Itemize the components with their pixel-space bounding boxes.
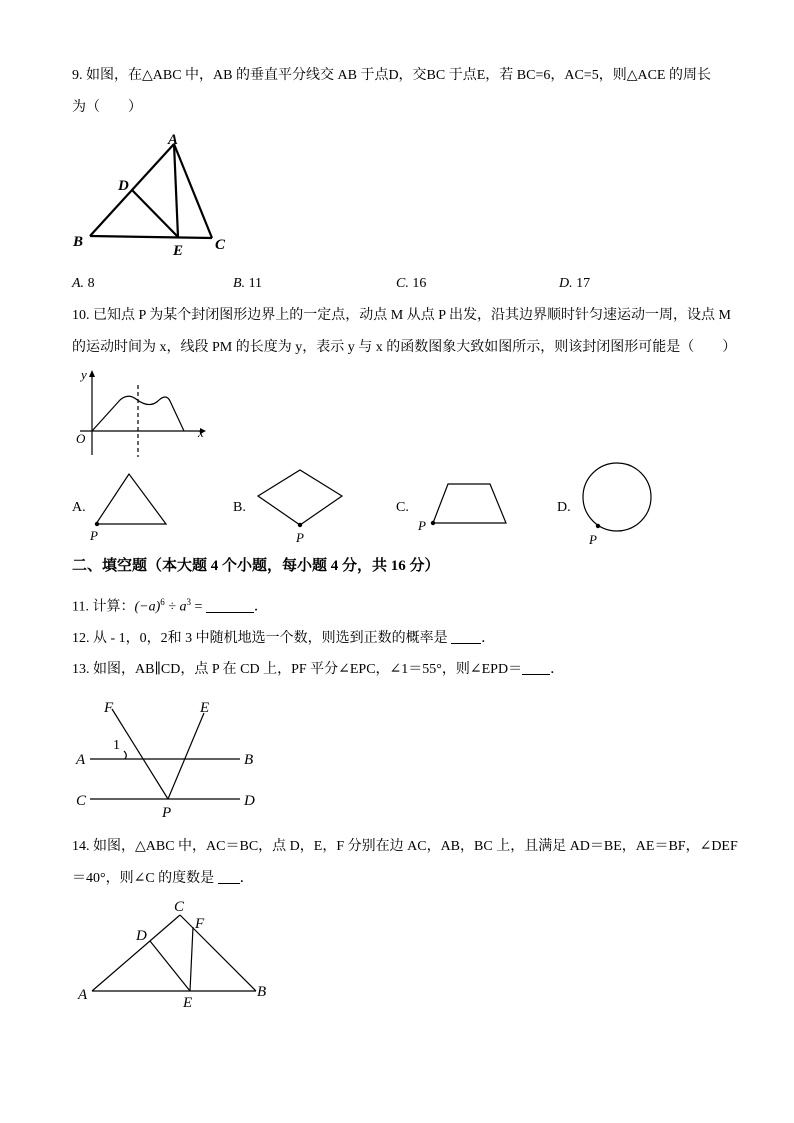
q13-label-e: E — [200, 700, 210, 716]
q13-label-f: F — [104, 700, 114, 716]
q13-label-angle-1: 1 — [113, 738, 120, 753]
q9-label-e: E — [173, 243, 184, 259]
q9-option-d-letter: D. — [559, 276, 573, 291]
q12-end: ． — [481, 631, 496, 646]
q10-option-b-p: P — [296, 530, 304, 545]
q13-label-b: B — [244, 752, 254, 768]
q13-text — [72, 660, 564, 680]
q14-label-e: E — [183, 995, 193, 1011]
q10-option-d-letter[interactable]: D. — [557, 500, 571, 515]
q9-text-line1: 9. 如图，在△ABC 中，AB 的垂直平分线交 AB 于点D，交BC 于点E，若 BC=6，AC=5，则△ACE 的周长 — [72, 68, 711, 83]
q14-label-c: C — [174, 899, 185, 915]
q14-text-line2 — [72, 869, 254, 889]
q11-answer-blank[interactable] — [206, 598, 254, 613]
q10-function-graph — [70, 365, 220, 460]
q14-triangle-figure — [74, 893, 284, 1013]
q10-option-c-p: P — [418, 518, 426, 533]
q9-option-b-value: 11 — [248, 276, 263, 291]
q13-end: ． — [550, 662, 565, 677]
q11-eq: = — [190, 599, 206, 615]
q14-answer-blank[interactable] — [218, 869, 240, 884]
q9-option-a[interactable] — [72, 276, 95, 292]
q11-mid: ÷ a — [164, 599, 187, 615]
q9-option-a-letter: A. — [72, 276, 85, 291]
q11-prefix: 11. 计算： — [72, 599, 135, 615]
q10-option-c-letter[interactable]: C. — [396, 500, 409, 515]
q13-label-a: A — [76, 752, 86, 768]
q13-question: 13. 如图，AB∥CD，点 P 在 CD 上，PF 平分∠EPC，∠1＝55°，则∠EPD＝ — [72, 662, 523, 677]
q9-option-c-letter: C. — [396, 276, 409, 291]
q9-triangle-figure — [70, 130, 270, 260]
q11-exp2: 3 — [186, 597, 191, 607]
q11-exp1: 6 — [160, 597, 165, 607]
q10-graph-x-label: x — [198, 425, 204, 440]
q10-graph-origin: O — [76, 431, 86, 446]
q10-option-c-trapezoid — [412, 468, 512, 548]
q13-answer-blank[interactable] — [522, 660, 550, 675]
q9-label-d: D — [118, 178, 129, 194]
q10-text-line2: 的运动时间为 x，线段 PM 的长度为 y，表示 y 与 x 的函数图象大致如图所示，则该封闭图形可能是（ ） — [72, 340, 737, 355]
q14-label-d: D — [136, 928, 147, 944]
q13-label-d: D — [244, 793, 255, 809]
q10-option-b-letter[interactable]: B. — [233, 500, 246, 515]
q10-option-d-p: P — [589, 532, 597, 547]
q14-label-b: B — [257, 984, 267, 1000]
q11-end: ． — [253, 599, 268, 615]
q14-end: ． — [239, 871, 254, 886]
q9-option-d[interactable] — [559, 276, 590, 292]
q12-question: 12. 从 - 1，0，2和 3 中随机地选一个数，则选到正数的概率是 — [72, 631, 448, 646]
q9-option-c-value: 16 — [412, 276, 427, 291]
q9-option-d-value: 17 — [576, 276, 591, 291]
q11-expr: (−a) — [134, 599, 161, 615]
q14-question-line2: ＝40°，则∠C 的度数是 — [72, 871, 215, 886]
q11-text — [72, 592, 268, 618]
q13-parallel-lines-figure — [74, 693, 274, 823]
q10-option-b-rhombus — [252, 468, 352, 548]
q10-option-d-circle — [575, 462, 675, 557]
q9-label-c: C — [215, 237, 226, 253]
q9-option-a-value: 8 — [87, 276, 95, 291]
q13-label-c: C — [76, 793, 87, 809]
q9-option-c[interactable] — [396, 276, 426, 292]
q12-text — [72, 629, 495, 649]
q9-text-line2: 为（ ） — [72, 100, 142, 115]
q9-option-b-letter: B. — [233, 276, 246, 291]
q14-label-a: A — [78, 987, 88, 1003]
q10-graph-y-label: y — [81, 367, 87, 382]
q10-option-a-triangle — [86, 468, 176, 548]
q10-text-line1: 10. 已知点 P 为某个封闭图形边界上的一定点，动点 M 从点 P 出发，沿其边界顺时针匀速运动一周，设点 M — [72, 308, 731, 323]
q10-option-a-letter[interactable]: A. — [72, 500, 86, 515]
section-2-title: 二、填空题（本大题 4 个小题，每小题 4 分，共 16 分） — [72, 558, 440, 574]
q10-option-a-p: P — [90, 528, 98, 543]
q12-answer-blank[interactable] — [451, 629, 481, 644]
q13-label-p: P — [162, 805, 172, 821]
q9-label-b: B — [73, 234, 84, 250]
q14-text-line1: 14. 如图，△ABC 中，AC＝BC，点 D，E，F 分别在边 AC，AB，BC 上，且满足 AD＝BE，AE＝BF，∠DEF — [72, 839, 738, 854]
q14-label-f: F — [195, 916, 205, 932]
q9-option-b[interactable] — [233, 276, 262, 292]
q9-label-a: A — [168, 132, 179, 148]
